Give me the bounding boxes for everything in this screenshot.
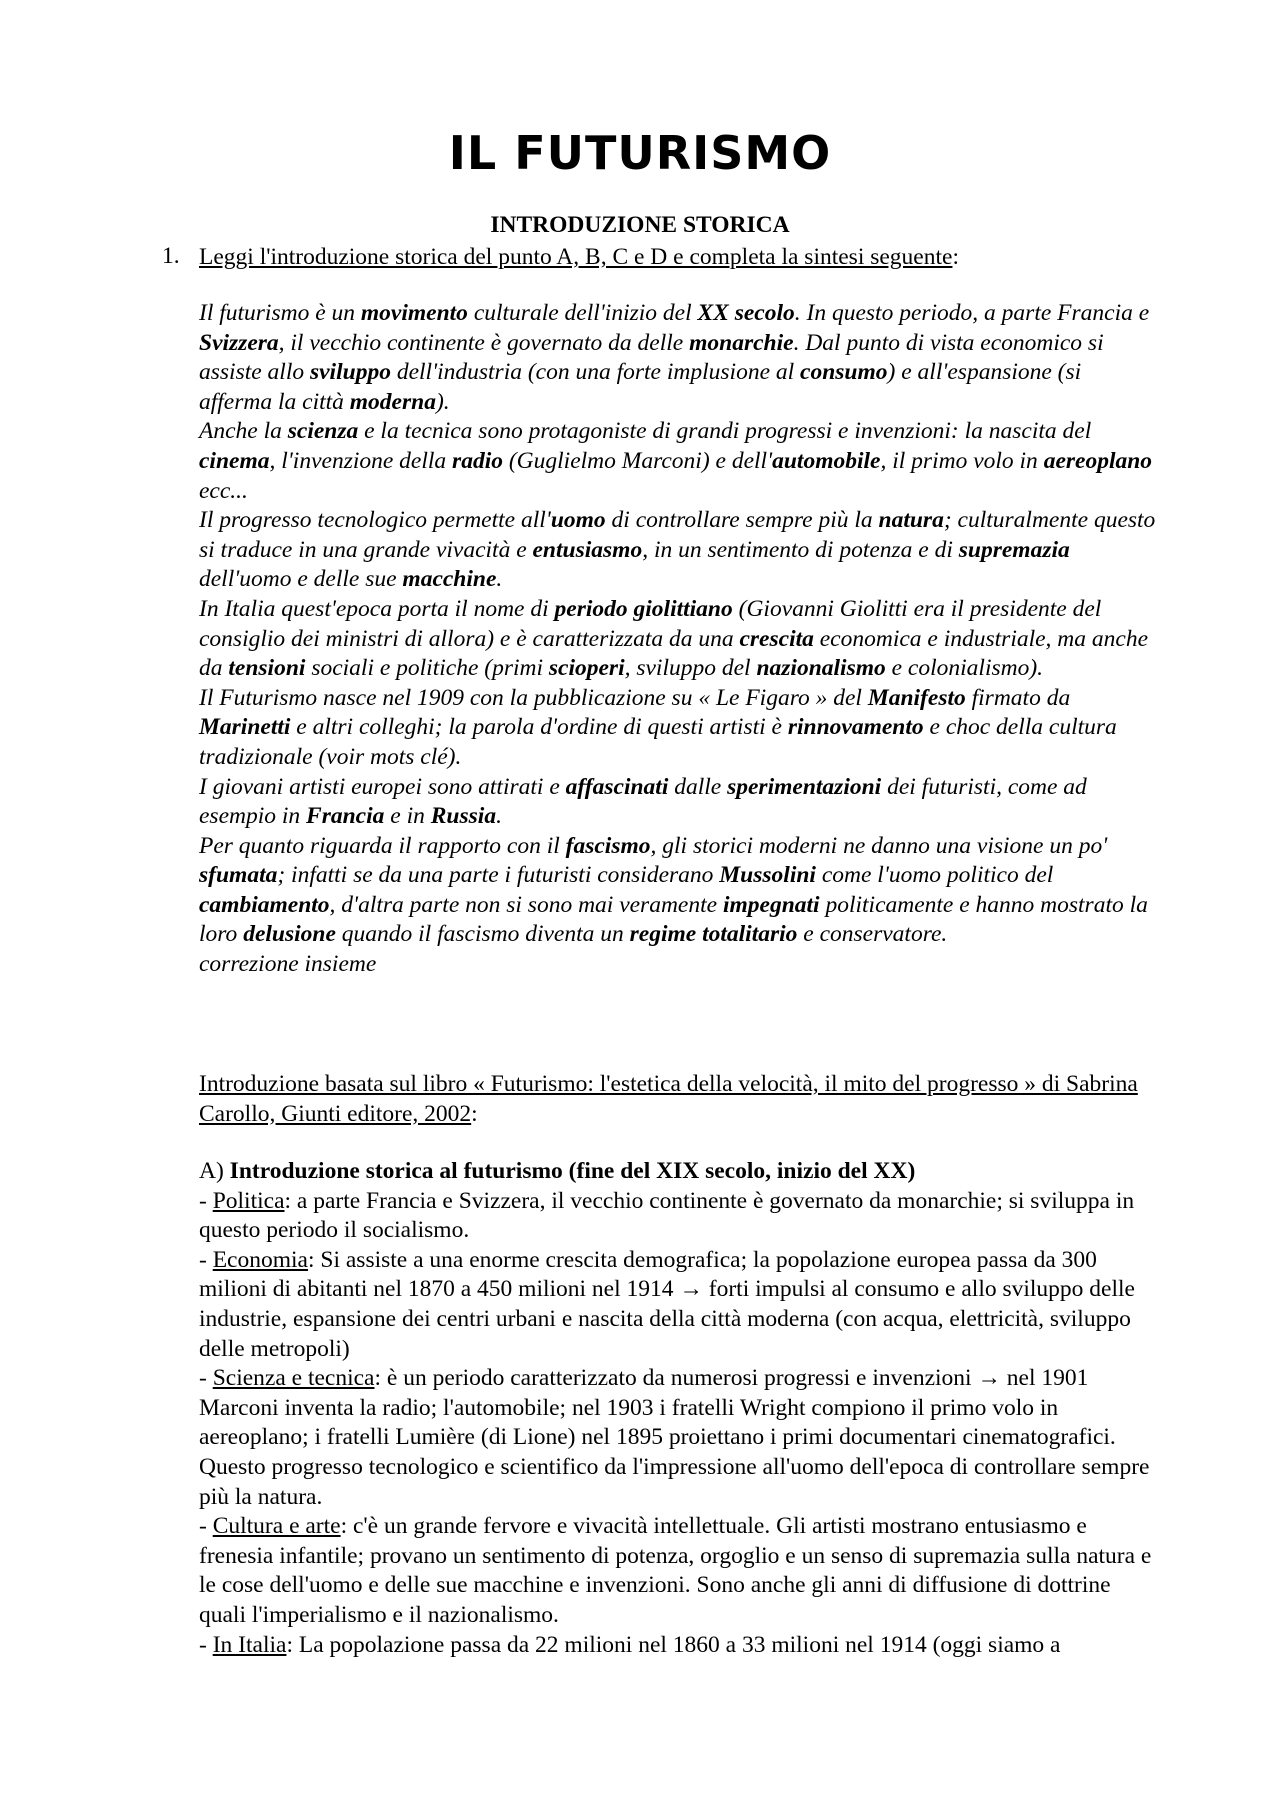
summary-keyword: fascismo [565,832,651,859]
summary-text-run: culturale dell'inizio del [467,300,698,326]
item-dash: - [199,1513,213,1540]
summary-keyword: automobile [772,447,881,474]
summary-text-run: , il vecchio continente è governato da delle [278,329,690,356]
source-reference [199,1070,1159,1129]
summary-keyword: Francia [306,803,385,830]
summary-text-run: . In questo periodo, a parte Francia e [794,300,1150,326]
summary-keyword: periodo giolittiano [554,595,733,622]
summary-text-run: correzione insieme [199,951,377,978]
summary-paragraph [199,417,1159,506]
section-a-item [199,1512,1159,1630]
summary-text-run: In Italia quest'epoca porta il nome di [199,595,555,622]
summary-text-run: ecc... [199,477,248,504]
summary-keyword: moderna [349,388,436,415]
summary-keyword: rinnovamento [787,714,924,741]
summary-keyword: Manifesto [867,684,966,711]
item-label: Scienza e tecnica [212,1365,375,1392]
exercise-instruction [199,243,1159,272]
summary-text-run: (Guglielmo Marconi) e dell' [502,447,773,474]
item-text: : è un periodo caratterizzato da numerosi progressi e invenzioni → nel 1901 Marconi inventa la radio; l'automobile; nel 1903 i fratelli Wright compiono il primo volo in aereoplano; i fratelli Lumière (di Lione) nel 1895 proiettano i primi documentari cinematografici. Questo progresso tecnologico e scientifico da l'impressione all'uomo dell'epoca di controllare sempre più la natura. [199,1365,1150,1510]
summary-text-run: . Dal punto di vista economico si assiste allo [199,329,1104,386]
summary-text-run: Il futurismo è un [199,300,361,326]
summary-keyword: radio [452,447,503,474]
summary-keyword: scioperi [548,655,625,682]
summary-text-run: e la tecnica sono protagoniste di grandi progressi e invenzioni: la nascita del [358,418,1092,445]
section-a-prefix: A) [199,1158,230,1184]
summary-text-run: , sviluppo del [624,655,757,682]
summary-keyword: scienza [287,418,359,445]
summary-keyword: affascinati [565,773,669,800]
summary-keyword: delusione [243,921,336,948]
summary-text-run: dell'industria (con una forte implusione al [390,359,801,386]
section-a-items [199,1187,1159,1661]
item-label: Economia [212,1246,308,1273]
section-a-item [199,1187,1159,1246]
summary-keyword: sperimentazioni [727,773,882,800]
summary-text-run: Il progresso tecnologico permette all' [199,507,551,534]
summary-keyword: Svizzera [199,329,279,356]
summary-text-run: e colonialismo). [885,655,1044,682]
item-dash: - [199,1365,213,1392]
summary-keyword: XX secolo [697,300,795,326]
summary-keyword: entusiasmo [532,536,643,563]
summary-text-run: , gli storici moderni ne danno una visione un po' [650,832,1108,859]
summary-keyword: Marinetti [199,714,291,741]
exercise-number: 1. [162,243,180,269]
summary-text-run: ; culturalmente questo si traduce in una grande vivacità e [199,507,1156,563]
item-text: : Si assiste a una enorme crescita demografica; la popolazione europea passa da 300 milioni di abitanti nel 1870 a 450 milioni nel 1914 → forti impulsi al consumo e allo sviluppo delle industrie, espansione dei centri urbani e nascita della città moderna (con acqua, elettricità, sviluppo delle metropoli) [199,1246,1135,1362]
summary-text-run: . [496,803,502,830]
summary-keyword: crescita [739,625,814,652]
summary-text-run: Il Futurismo nasce nel 1909 con la pubblicazione su « Le Figaro » del [199,684,868,711]
item-text: : a parte Francia e Svizzera, il vecchio continente è governato da monarchie; si sviluppa in questo periodo il socialismo. [199,1187,1135,1244]
summary-keyword: uomo [550,507,606,534]
summary-keyword: tensioni [228,655,306,682]
source-reference-colon: : [471,1100,478,1127]
summary-text-run: e altri colleghi; la parola d'ordine di questi artisti è [290,714,788,741]
summary-paragraph [199,684,1159,773]
item-label: In Italia [212,1631,287,1658]
section-a-item [199,1631,1159,1661]
summary-text-run: Per quanto riguarda il rapporto con il [199,832,566,859]
summary-text-run: economica e industriale, ma anche da [199,625,1149,682]
item-dash: - [199,1631,213,1658]
summary-keyword: sfumata [199,862,278,889]
summary-paragraph [199,299,1159,417]
summary-text-run: Anche la [199,418,288,445]
summary-paragraph [199,506,1159,595]
section-a [199,1157,1159,1660]
section-a-item [199,1246,1159,1364]
summary-keyword: regime totalitario [629,921,798,948]
summary-keyword: movimento [360,300,468,326]
section-a-heading-text: Introduzione storica al futurismo (fine del XIX secolo, inizio del XX) [229,1158,916,1184]
summary-text-run: (Giovanni Giolitti era il presidente del consiglio dei ministri di allora) e è caratterizzata da una [199,595,1102,652]
summary-text-run: di controllare sempre più la [605,507,879,534]
summary-paragraph [199,832,1159,950]
summary-keyword: Mussolini [719,862,816,889]
item-text: : La popolazione passa da 22 milioni nel 1860 a 33 milioni nel 1914 (oggi siamo a [286,1631,1061,1658]
summary-paragraph [199,773,1159,832]
summary-text-run: , in un sentimento di potenza e di [642,536,959,563]
summary-text-run: , l'invenzione della [269,447,453,474]
summary-text-run: ). [435,388,450,415]
item-dash: - [199,1187,213,1214]
summary-keyword: supremazia [958,536,1070,563]
item-text: : c'è un grande fervore e vivacità intellettuale. Gli artisti mostrano entusiasmo e frenesia infantile; provano un sentimento di potenza, orgoglio e un senso di supremazia sulla natura e le cose dell'uomo e delle sue macchine e invenzioni. Sono anche gli anni di diffusione di dottrine quali l'imperialismo e il nazionalismo. [199,1513,1152,1628]
summary-keyword: sviluppo [309,359,391,386]
item-dash: - [199,1246,213,1273]
exercise-instruction-colon: : [952,244,959,270]
summary-keyword: impegnati [722,891,820,918]
item-label: Cultura e arte [212,1513,341,1540]
page-title: IL FUTURISMO [448,126,832,180]
summary-keyword: consumo [800,359,888,386]
section-a-heading [199,1157,1159,1187]
summary-text-run: . [496,566,503,593]
summary-text-run: e in [384,803,431,830]
summary-keyword: nazionalismo [756,655,886,682]
summary-text-run: politicamente e hanno mostrato la loro [199,891,1148,948]
summary-text [199,299,1159,980]
summary-text-run: ) e all'espansione (si afferma la città [199,359,1082,415]
summary-keyword: monarchie [689,329,794,356]
summary-keyword: aereoplano [1043,447,1153,474]
summary-text-run: ; infatti se da una parte i futuristi considerano [277,862,720,889]
summary-keyword: natura [878,507,944,534]
summary-text-run: I giovani artisti europei sono attirati e [199,773,566,800]
summary-text-run: dalle [668,773,728,800]
summary-keyword: cinema [199,447,270,474]
summary-text-run: dei futuristi, come ad esempio in [199,773,1087,830]
exercise-instruction-text: Leggi l'introduzione storica del punto A, B, C e D e completa la sintesi seguente [199,244,953,270]
section-subtitle: INTRODUZIONE STORICA [490,212,790,238]
summary-text-run: , il primo volo in [880,447,1044,474]
summary-keyword: cambiamento [199,891,330,918]
summary-keyword: Russia [430,803,497,830]
summary-text-run: come l'uomo politico del [815,862,1054,889]
summary-keyword: macchine [402,566,497,593]
summary-text-run: e choc della cultura tradizionale (voir mots clé). [199,714,1117,770]
summary-text-run: firmato da [965,684,1071,711]
summary-text-run: e conservatore. [797,921,948,948]
item-label: Politica [212,1187,285,1214]
summary-text-run: sociali e politiche (primi [305,655,549,682]
summary-text-run: , d'altra parte non si sono mai veramente [329,891,723,918]
section-a-item [199,1364,1159,1512]
summary-text-run: dell'uomo e delle sue [199,566,403,593]
summary-paragraph [199,950,1159,980]
summary-text-run: quando il fascismo diventa un [335,921,630,948]
summary-paragraph [199,595,1159,684]
source-reference-text: Introduzione basata sul libro « Futurismo: l'estetica della velocità, il mito del progresso » di Sabrina Carollo, Giunti editore, 2002 [199,1071,1138,1127]
